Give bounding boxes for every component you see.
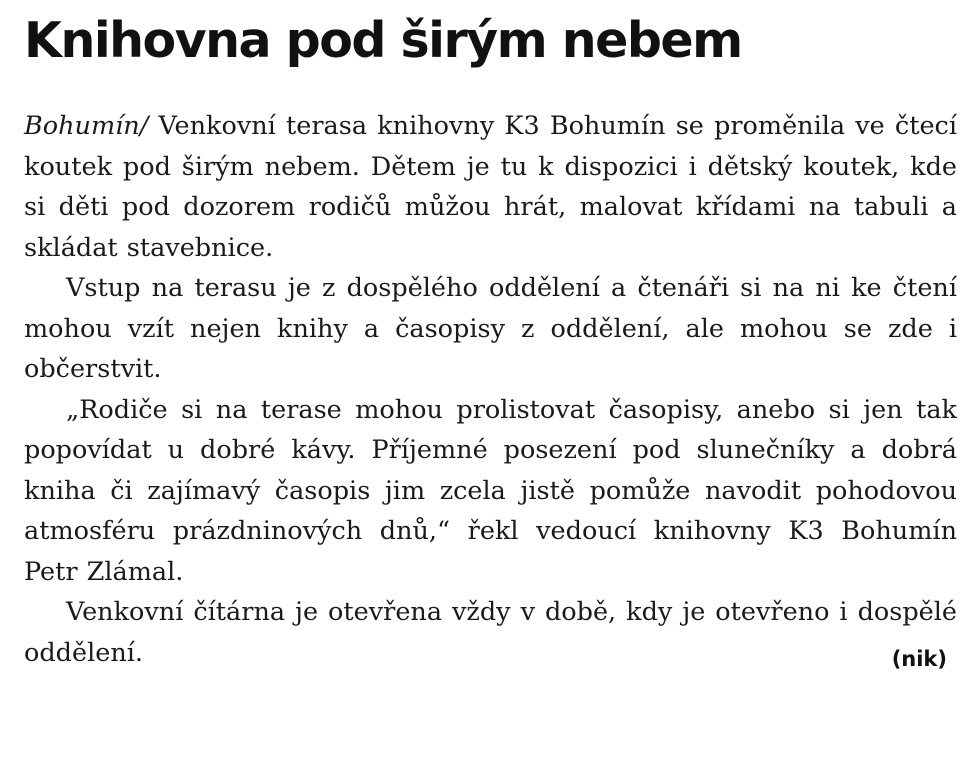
article-paragraph-1-text: Venkovní terasa knihovny K3 Bohumín se proměnila ve čtecí koutek pod širým nebem. Dětem je tu k dispozici i dětský koutek, kde si děti pod dozorem rodičů můžou hrát, malovat křídami na tabuli a skládat stavebnice. — [24, 111, 957, 263]
author-credit: (nik) — [891, 647, 947, 671]
article-paragraph-1 — [24, 106, 957, 268]
article-paragraph-4-text: Venkovní čítárna je otevřena vždy v době, kdy je otevřeno i dospělé oddělení. — [24, 597, 957, 668]
article-paragraph-4 — [24, 592, 957, 673]
article-location: Bohumín/ — [24, 111, 149, 141]
article-paragraph-2: Vstup na terasu je z dospělého oddělení a čtenáři si na ni ke čtení mohou vzít nejen knihy a časopisy z oddělení, ale mohou se zde i občerstvit. — [24, 273, 957, 384]
article-headline: Knihovna pod širým nebem — [24, 12, 742, 69]
article-body — [24, 106, 957, 673]
article-paragraph-3: „Rodiče si na terase mohou prolistovat časopisy, anebo si jen tak popovídat u dobré kávy. Příjemné posezení pod slunečníky a dobrá kniha či zajímavý časopis jim zcela jistě pomůže navodit pohodovou atmosféru prázdninových dnů,“ řekl vedoucí knihovny K3 Bohumín Petr Zlámal. — [24, 394, 957, 587]
